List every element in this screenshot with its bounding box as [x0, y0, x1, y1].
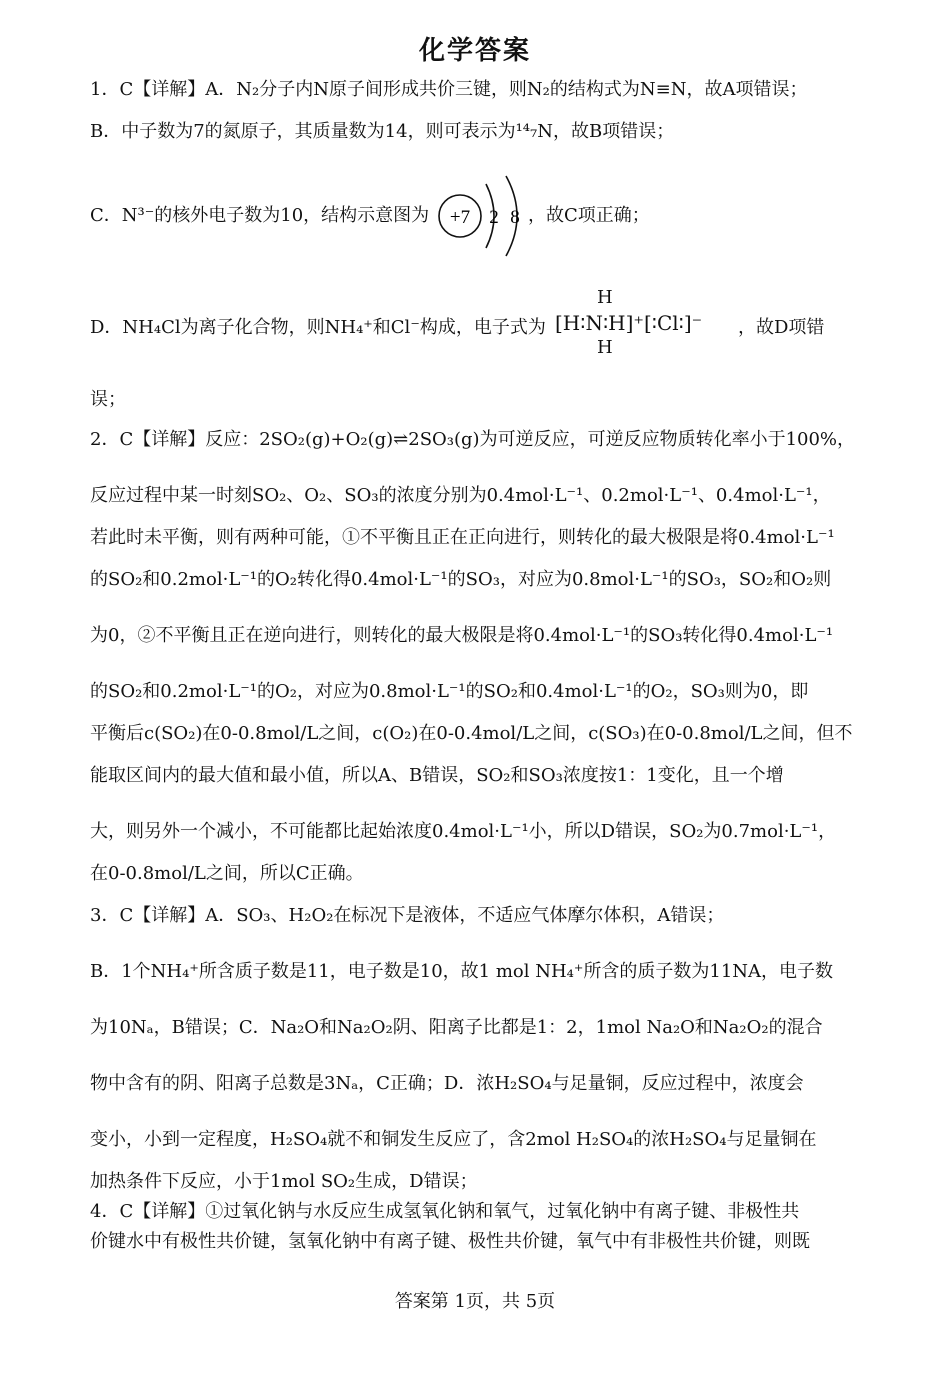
- text-line-9: 的SO₂和0.2mol·L⁻¹的O₂转化得0.4mol·L⁻¹的SO₃，对应为0.8mol·L⁻¹的SO₃，SO₂和O₂则: [90, 569, 832, 590]
- shell-2-count: 8: [510, 207, 520, 228]
- text-line-3b: ，故C项正确；: [528, 205, 650, 226]
- text-line-16: 3．C【详解】A．SO₃、H₂O₂在标况下是液体，不适应气体摩尔体积，A错误；: [90, 905, 725, 926]
- text-line-20: 变小，小到一定程度，H₂SO₄就不和铜发生反应了，含2mol H₂SO₄的浓H₂SO₄与足量铜在: [90, 1129, 817, 1150]
- text-line-4a: D．NH₄Cl为离子化合物，则NH₄⁺和Cl⁻构成，电子式为: [90, 317, 546, 338]
- ammonium-chloride-electron-formula: [555, 288, 702, 358]
- formula-top-h: H: [597, 287, 613, 308]
- page-footer: 答案第 1页，共 5页: [394, 1291, 556, 1312]
- text-line-1: 1．C【详解】A．N₂分子内N原子间形成共价三键，则N₂的结构式为N≡N，故A项错误；: [90, 79, 808, 100]
- text-line-6: 2．C【详解】反应：2SO₂(g)+O₂(g)⇌2SO₃(g)为可逆反应，可逆反应物质转化率小于100%，: [90, 429, 856, 450]
- text-line-3a: C．N³⁻的核外电子数为10，结构示意图为: [90, 205, 430, 226]
- text-line-4b: ，故D项错: [738, 317, 825, 338]
- text-line-2: B．中子数为7的氮原子，其质量数为14，则可表示为¹⁴₇N，故B项错误；: [90, 121, 675, 142]
- text-line-15: 在0-0.8mol/L之间，所以C正确。: [90, 863, 364, 884]
- text-line-22: 4．C【详解】①过氧化钠与水反应生成氢氧化钠和氧气，过氧化钠中有离子键、非极性共: [90, 1201, 800, 1222]
- text-line-8: 若此时未平衡，则有两种可能，①不平衡且正在正向进行，则转化的最大极限是将0.4mol·L⁻¹: [90, 527, 835, 548]
- text-line-12: 平衡后c(SO₂)在0-0.8mol/L之间，c(O₂)在0-0.4mol/L之间，c(SO₃)在0-0.8mol/L之间，但不: [90, 723, 853, 744]
- nitrogen-ion-structure-diagram: [436, 172, 526, 260]
- shell-1-count: 2: [489, 207, 499, 228]
- text-line-23: 价键水中有极性共价键，氢氧化钠中有离子键、极性共价键，氧气中有非极性共价键，则既: [90, 1231, 810, 1252]
- formula-main: [H∶N∶H]⁺[∶Cl∶]⁻: [555, 311, 703, 335]
- text-line-7: 反应过程中某一时刻SO₂、O₂、SO₃的浓度分别为0.4mol·L⁻¹、0.2mol·L⁻¹、0.4mol·L⁻¹，: [90, 485, 831, 506]
- text-line-17: B．1个NH₄⁺所含质子数是11，电子数是10，故1 mol NH₄⁺所含的质子数为11NA，电子数: [90, 961, 834, 982]
- formula-bottom-h: H: [597, 337, 613, 358]
- page-title: 化学答案: [418, 36, 531, 66]
- nucleus-charge: +7: [449, 207, 471, 228]
- text-line-19: 物中含有的阴、阳离子总数是3Nₐ，C正确；D．浓H₂SO₄与足量铜，反应过程中，浓度会: [90, 1073, 804, 1094]
- text-line-21: 加热条件下反应，小于1mol SO₂生成，D错误；: [90, 1171, 478, 1192]
- text-line-13: 能取区间内的最大值和最小值，所以A、B错误，SO₂和SO₃浓度按1：1变化，且一个增: [90, 765, 784, 786]
- text-line-5: 误；: [90, 389, 126, 410]
- text-line-14: 大，则另外一个减小，不可能都比起始浓度0.4mol·L⁻¹小，所以D错误，SO₂为0.7mol·L⁻¹，: [90, 821, 837, 842]
- text-line-10: 为0，②不平衡且正在逆向进行，则转化的最大极限是将0.4mol·L⁻¹的SO₃转化得0.4mol·L⁻¹: [90, 625, 834, 646]
- text-line-18: 为10Nₐ，B错误；C．Na₂O和Na₂O₂阴、阳离子比都是1：2，1mol Na₂O和Na₂O₂的混合: [90, 1017, 823, 1038]
- text-line-11: 的SO₂和0.2mol·L⁻¹的O₂，对应为0.8mol·L⁻¹的SO₂和0.4mol·L⁻¹的O₂，SO₃则为0，即: [90, 681, 809, 702]
